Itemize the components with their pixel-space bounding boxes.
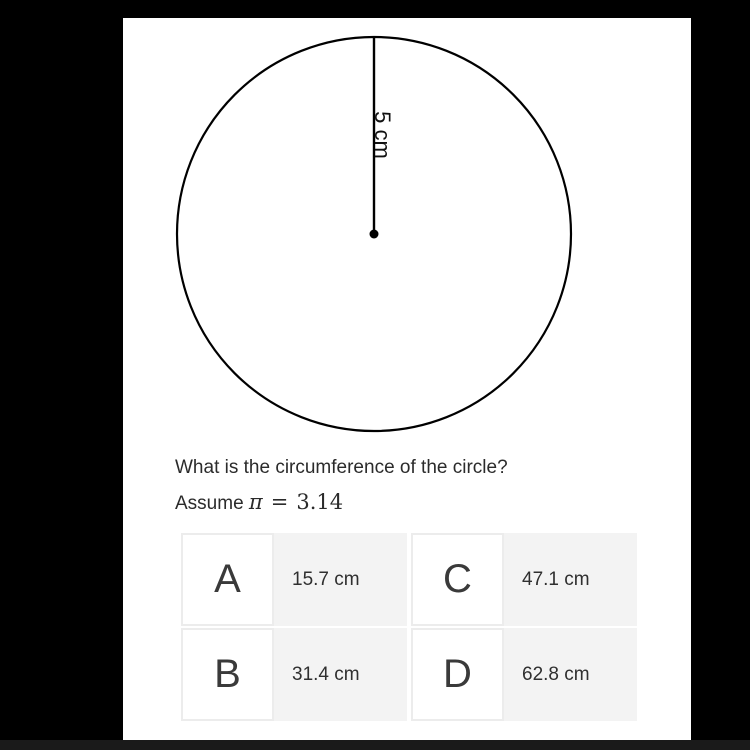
choice-letter: A xyxy=(181,533,274,626)
pi-symbol: π xyxy=(248,490,263,514)
choice-letter: C xyxy=(411,533,504,626)
pi-expression xyxy=(249,490,343,514)
choice-letter: D xyxy=(411,628,504,721)
choice-d[interactable] xyxy=(411,628,637,721)
question-text: What is the circumference of the circle? xyxy=(175,457,508,478)
equals-sign: = xyxy=(270,490,289,514)
pi-value: 3.14 xyxy=(296,490,344,514)
choice-letter: B xyxy=(181,628,274,721)
bottom-strip xyxy=(0,740,750,750)
center-point xyxy=(370,230,379,239)
choice-answer: 15.7 cm xyxy=(274,533,407,626)
choice-answer: 62.8 cm xyxy=(504,628,637,721)
circle-figure xyxy=(123,18,691,458)
choice-b[interactable] xyxy=(181,628,407,721)
choice-c[interactable] xyxy=(411,533,637,626)
answer-choices xyxy=(181,533,637,721)
choice-answer: 31.4 cm xyxy=(274,628,407,721)
assume-prefix: Assume xyxy=(175,493,244,514)
question-panel xyxy=(123,18,691,740)
assume-line xyxy=(175,490,343,516)
radius-label: 5 cm xyxy=(370,111,396,159)
choice-answer: 47.1 cm xyxy=(504,533,637,626)
choice-a[interactable] xyxy=(181,533,407,626)
